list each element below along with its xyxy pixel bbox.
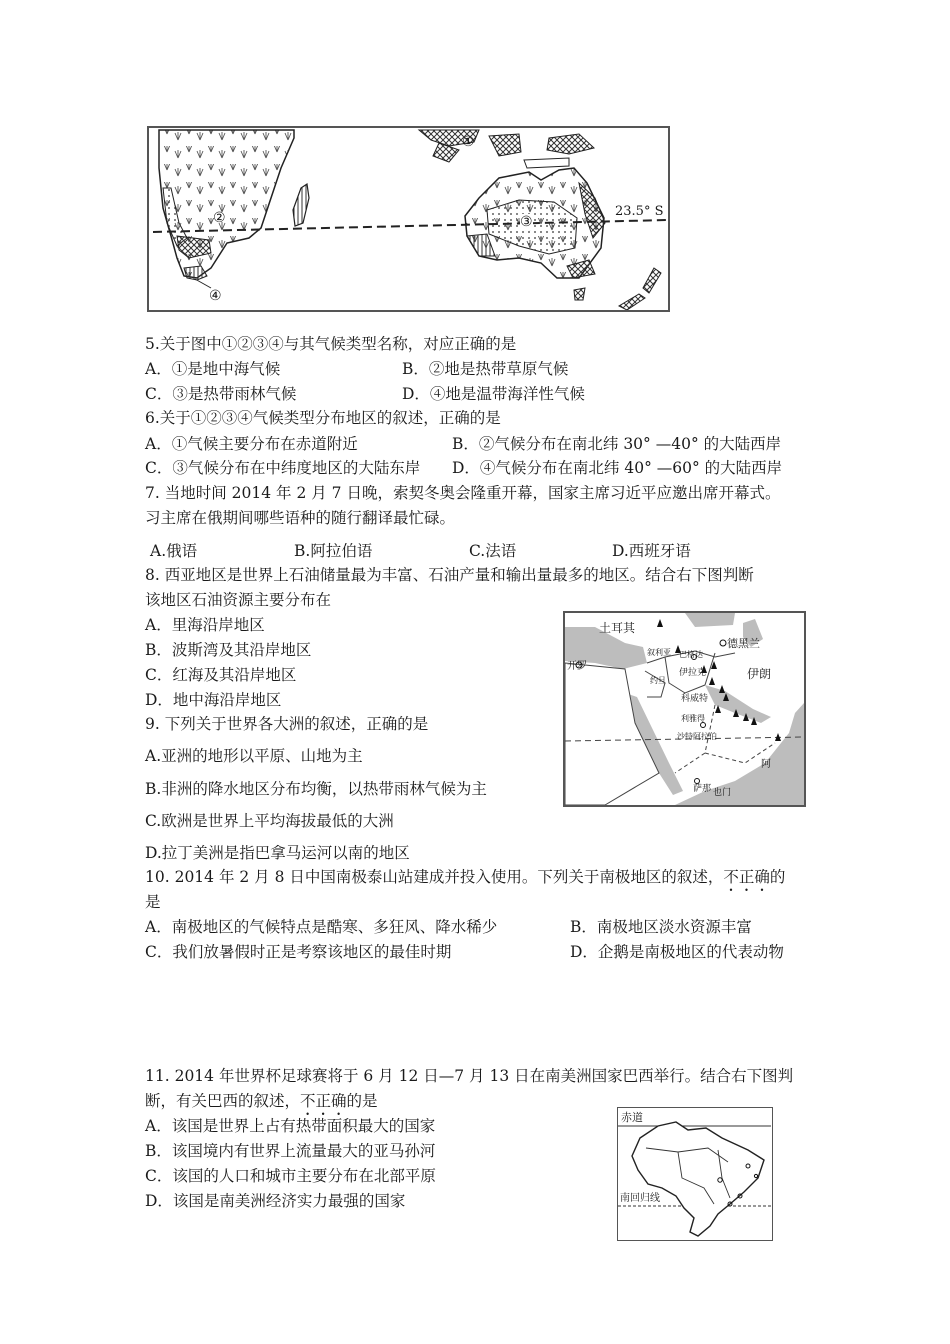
q7-option-c: C.法语	[469, 542, 517, 560]
q8-option-c: C．红海及其沿岸地区	[145, 666, 297, 684]
q9-option-b: B.非洲的降水地区分布均衡，以热带雨林气候为主	[145, 780, 487, 798]
map1-label-2: ②	[213, 210, 226, 226]
q7-option-d: D.西班牙语	[612, 542, 691, 560]
q11-option-b: B．该国境内有世界上流量最大的亚马孙河	[145, 1142, 436, 1160]
q5-stem: 5.关于图中①②③④与其气候类型名称，对应正确的是	[145, 335, 517, 353]
q11-option-c: C．该国的人口和城市主要分布在北部平原	[145, 1167, 436, 1185]
q10-option-d: D．企鹅是南极地区的代表动物	[570, 943, 784, 961]
q10-stem-pre: 10. 2014 年 2 月 8 日中国南极泰山站建成并投入使用。下列关于南极地区的叙述，	[145, 868, 724, 886]
q11-stem-pre: 断，有关巴西的叙述，	[145, 1092, 301, 1110]
label-cairo: 开罗	[567, 661, 587, 672]
q10-stem-post: 的	[769, 868, 786, 886]
label-tehran: 德黑兰	[727, 637, 760, 650]
label-equator: 赤道	[621, 1111, 643, 1124]
q5-option-d: D．④地是温带海洋性气候	[402, 385, 585, 403]
brazil-map-drawing	[618, 1108, 771, 1239]
west-asia-map-drawing	[565, 613, 804, 805]
label-saudi: 沙特阿拉伯	[677, 732, 717, 741]
label-sanaa: 萨那	[693, 784, 712, 794]
q5-option-b: B．②地是热带草原气候	[402, 360, 569, 378]
label-syria: 叙利亚	[647, 648, 671, 657]
q7-stem-line1: 7. 当地时间 2014 年 2 月 7 日晚，索契冬奥会隆重开幕，国家主席习近平应邀出席开幕式。	[145, 484, 781, 502]
brazil-map	[617, 1107, 773, 1241]
q6-stem: 6.关于①②③④气候类型分布地区的叙述，正确的是	[145, 409, 501, 427]
q8-option-a: A．里海沿岸地区	[145, 616, 265, 634]
label-baghdad: 巴格达	[679, 650, 703, 659]
q11-option-d: D．该国是南美洲经济实力最强的国家	[145, 1192, 406, 1210]
q9-option-a: A.亚洲的地形以平原、山地为主	[145, 747, 363, 765]
q11-stem-emphasis: 不正确	[300, 1092, 347, 1110]
q5-option-a: A．①是地中海气候	[145, 360, 281, 378]
label-jordan: 约旦	[650, 676, 666, 685]
q11-stem-post: 的是	[346, 1092, 378, 1110]
q8-option-d: D．地中海沿岸地区	[145, 691, 282, 709]
q7-stem-line2: 习主席在俄期间哪些语种的随行翻译最忙碌。	[145, 509, 456, 527]
q11-stem-line1: 11. 2014 年世界杯足球赛将于 6 月 12 日—7 月 13 日在南美洲国家巴西举行。结合右下图判	[145, 1067, 794, 1085]
climate-map-drawing	[149, 128, 668, 310]
q11-stem-line2	[145, 1091, 378, 1119]
q10-stem-line2: 是	[145, 893, 161, 911]
q6-option-b: B．②气候分布在南北纬 30° —40° 的大陆西岸	[452, 435, 782, 453]
map1-label-4: ④	[209, 288, 222, 304]
label-tropic-capricorn: 南回归线	[620, 1193, 660, 1204]
q9-option-c: C.欧洲是世界上平均海拔最低的大洲	[145, 812, 394, 830]
q11-option-a: A．该国是世界上占有热带面积最大的国家	[145, 1117, 436, 1135]
label-kuwait: 科威特	[681, 694, 709, 704]
label-iraq: 伊拉克	[679, 668, 707, 678]
q8-option-b: B．波斯湾及其沿岸地区	[145, 641, 312, 659]
label-oman: 阿	[761, 759, 771, 770]
q10-option-c: C．我们放暑假时正是考察该地区的最佳时期	[145, 943, 452, 961]
map1-label-1: ①	[462, 134, 475, 150]
q8-stem-line2: 该地区石油资源主要分布在	[145, 591, 332, 609]
q6-option-a: A．①气候主要分布在赤道附近	[145, 435, 358, 453]
label-iran: 伊朗	[747, 667, 772, 681]
q9-option-d: D.拉丁美洲是指巴拿马运河以南的地区	[145, 844, 410, 862]
q8-stem-line1: 8. 西亚地区是世界上石油储量最为丰富、石油产量和输出量最多的地区。结合右下图判断	[145, 566, 754, 584]
climate-map	[147, 126, 670, 312]
q7-option-a: A.俄语	[150, 542, 198, 560]
map1-label-3: ③	[520, 214, 533, 230]
q10-stem-emphasis: 不正确	[723, 868, 770, 886]
q6-option-c: C．③气候分布在中纬度地区的大陆东岸	[145, 459, 421, 477]
west-asia-map	[563, 611, 806, 807]
q9-stem: 9. 下列关于世界各大洲的叙述，正确的是	[145, 715, 429, 733]
q10-option-a: A．南极地区的气候特点是酷寒、多狂风、降水稀少	[145, 918, 498, 936]
q6-option-d: D．④气候分布在南北纬 40° —60° 的大陆西岸	[452, 459, 783, 477]
q7-option-b: B.阿拉伯语	[294, 542, 373, 560]
label-turkey: 土耳其	[599, 621, 636, 635]
label-riyadh: 利雅得	[681, 714, 705, 723]
q10-option-b: B．南极地区淡水资源丰富	[570, 918, 752, 936]
label-yemen: 也门	[713, 788, 732, 798]
q5-option-c: C．③是热带雨林气候	[145, 385, 297, 403]
q10-stem-line1	[145, 867, 785, 895]
map1-tropic-label: 23.5° S	[615, 204, 664, 219]
